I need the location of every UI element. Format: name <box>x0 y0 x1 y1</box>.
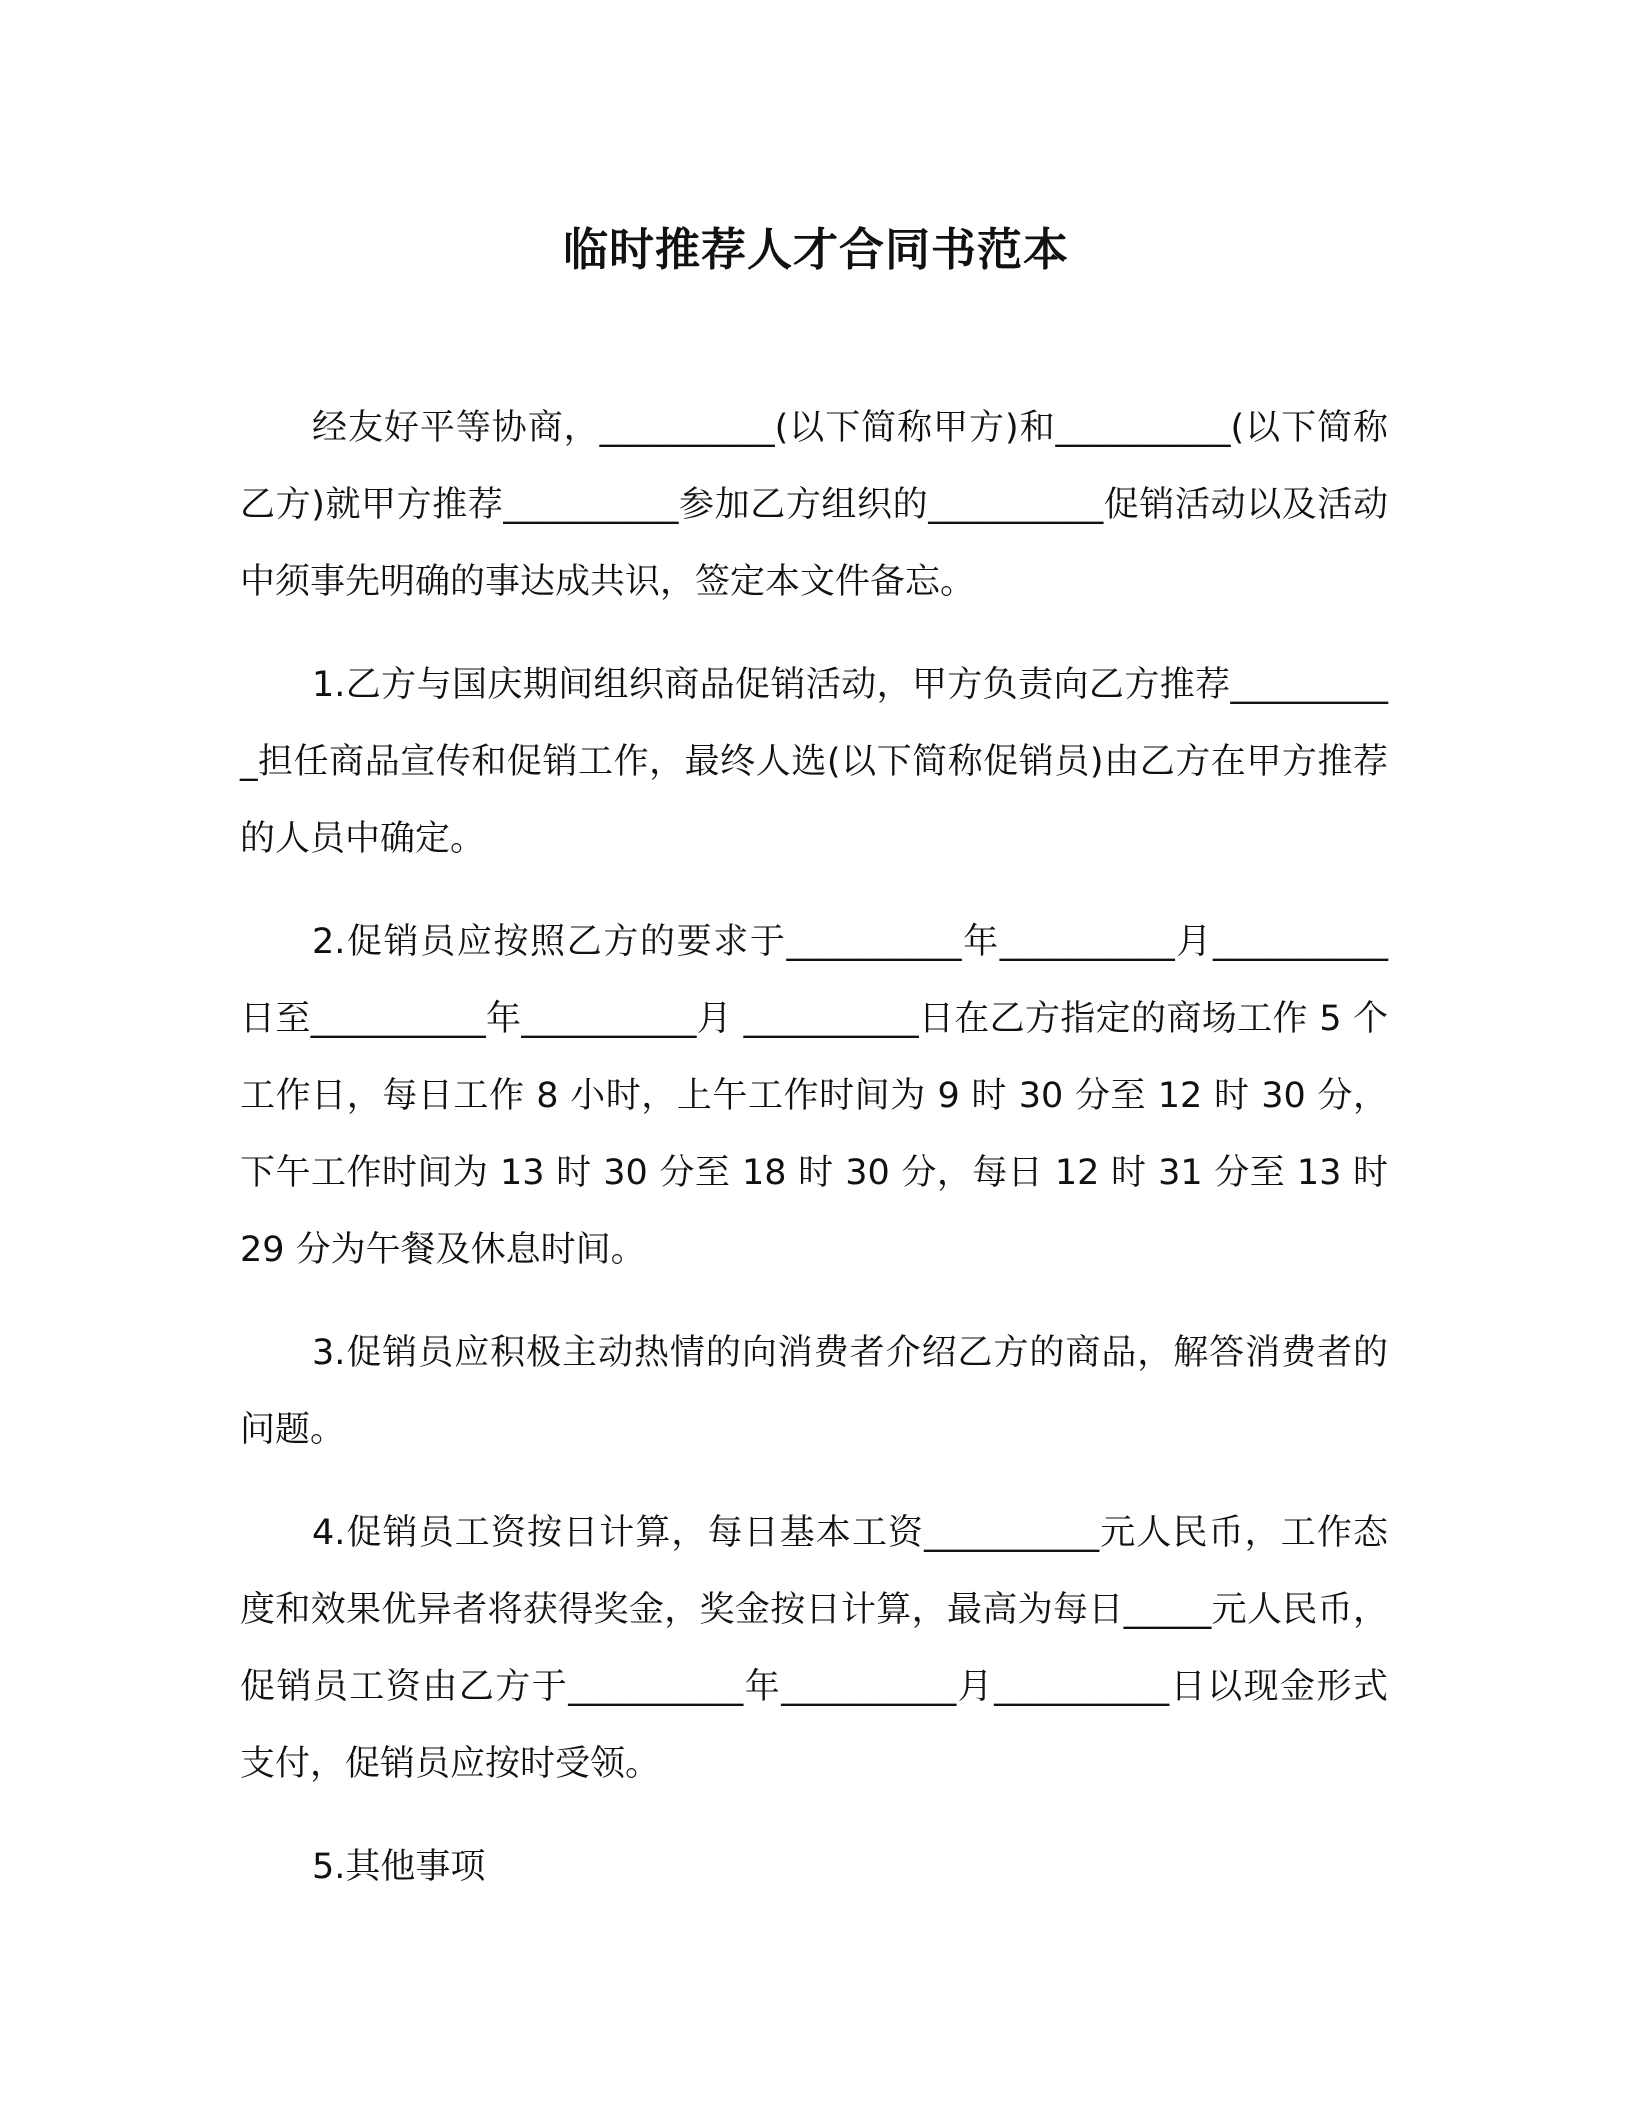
document-title: 临时推荐人才合同书范本 <box>562 223 1069 276</box>
clause-5-heading: 5.其他事项 <box>312 1847 486 1887</box>
document-body <box>240 390 1388 1932</box>
intro-paragraph: 经友好平等协商，__________(以下简称甲方)和__________(以下简称乙方)就甲方推荐__________参加乙方组织的__________促销活动以及活动中须事先明确的事达成共识，签定本文件备忘。 <box>240 408 1388 602</box>
clause-3-paragraph: 3.促销员应积极主动热情的向消费者介绍乙方的商品，解答消费者的问题。 <box>240 1333 1388 1450</box>
clause-2-paragraph: 2.促销员应按照乙方的要求于__________年__________月__________日至__________年__________月 __________日在乙方指定的商场工作 5 个工作日，每日工作 8 小时，上午工作时间为 9 时 30 分至 12 时 30 分，下午工作时间为 13 时 30 分至 18 时 30 分，每日 12 时 31 分至 13 时 29 分为午餐及休息时间。 <box>240 922 1388 1270</box>
clause-1-paragraph: 1.乙方与国庆期间组织商品促销活动，甲方负责向乙方推荐__________担任商品宣传和促销工作，最终人选(以下简称促销员)由乙方在甲方推荐的人员中确定。 <box>240 665 1388 859</box>
clause-4-paragraph: 4.促销员工资按日计算，每日基本工资__________元人民币，工作态度和效果优异者将获得奖金，奖金按日计算，最高为每日_____元人民币，促销员工资由乙方于__________年__________月__________日以现金形式支付，促销员应按时受领。 <box>240 1513 1388 1784</box>
